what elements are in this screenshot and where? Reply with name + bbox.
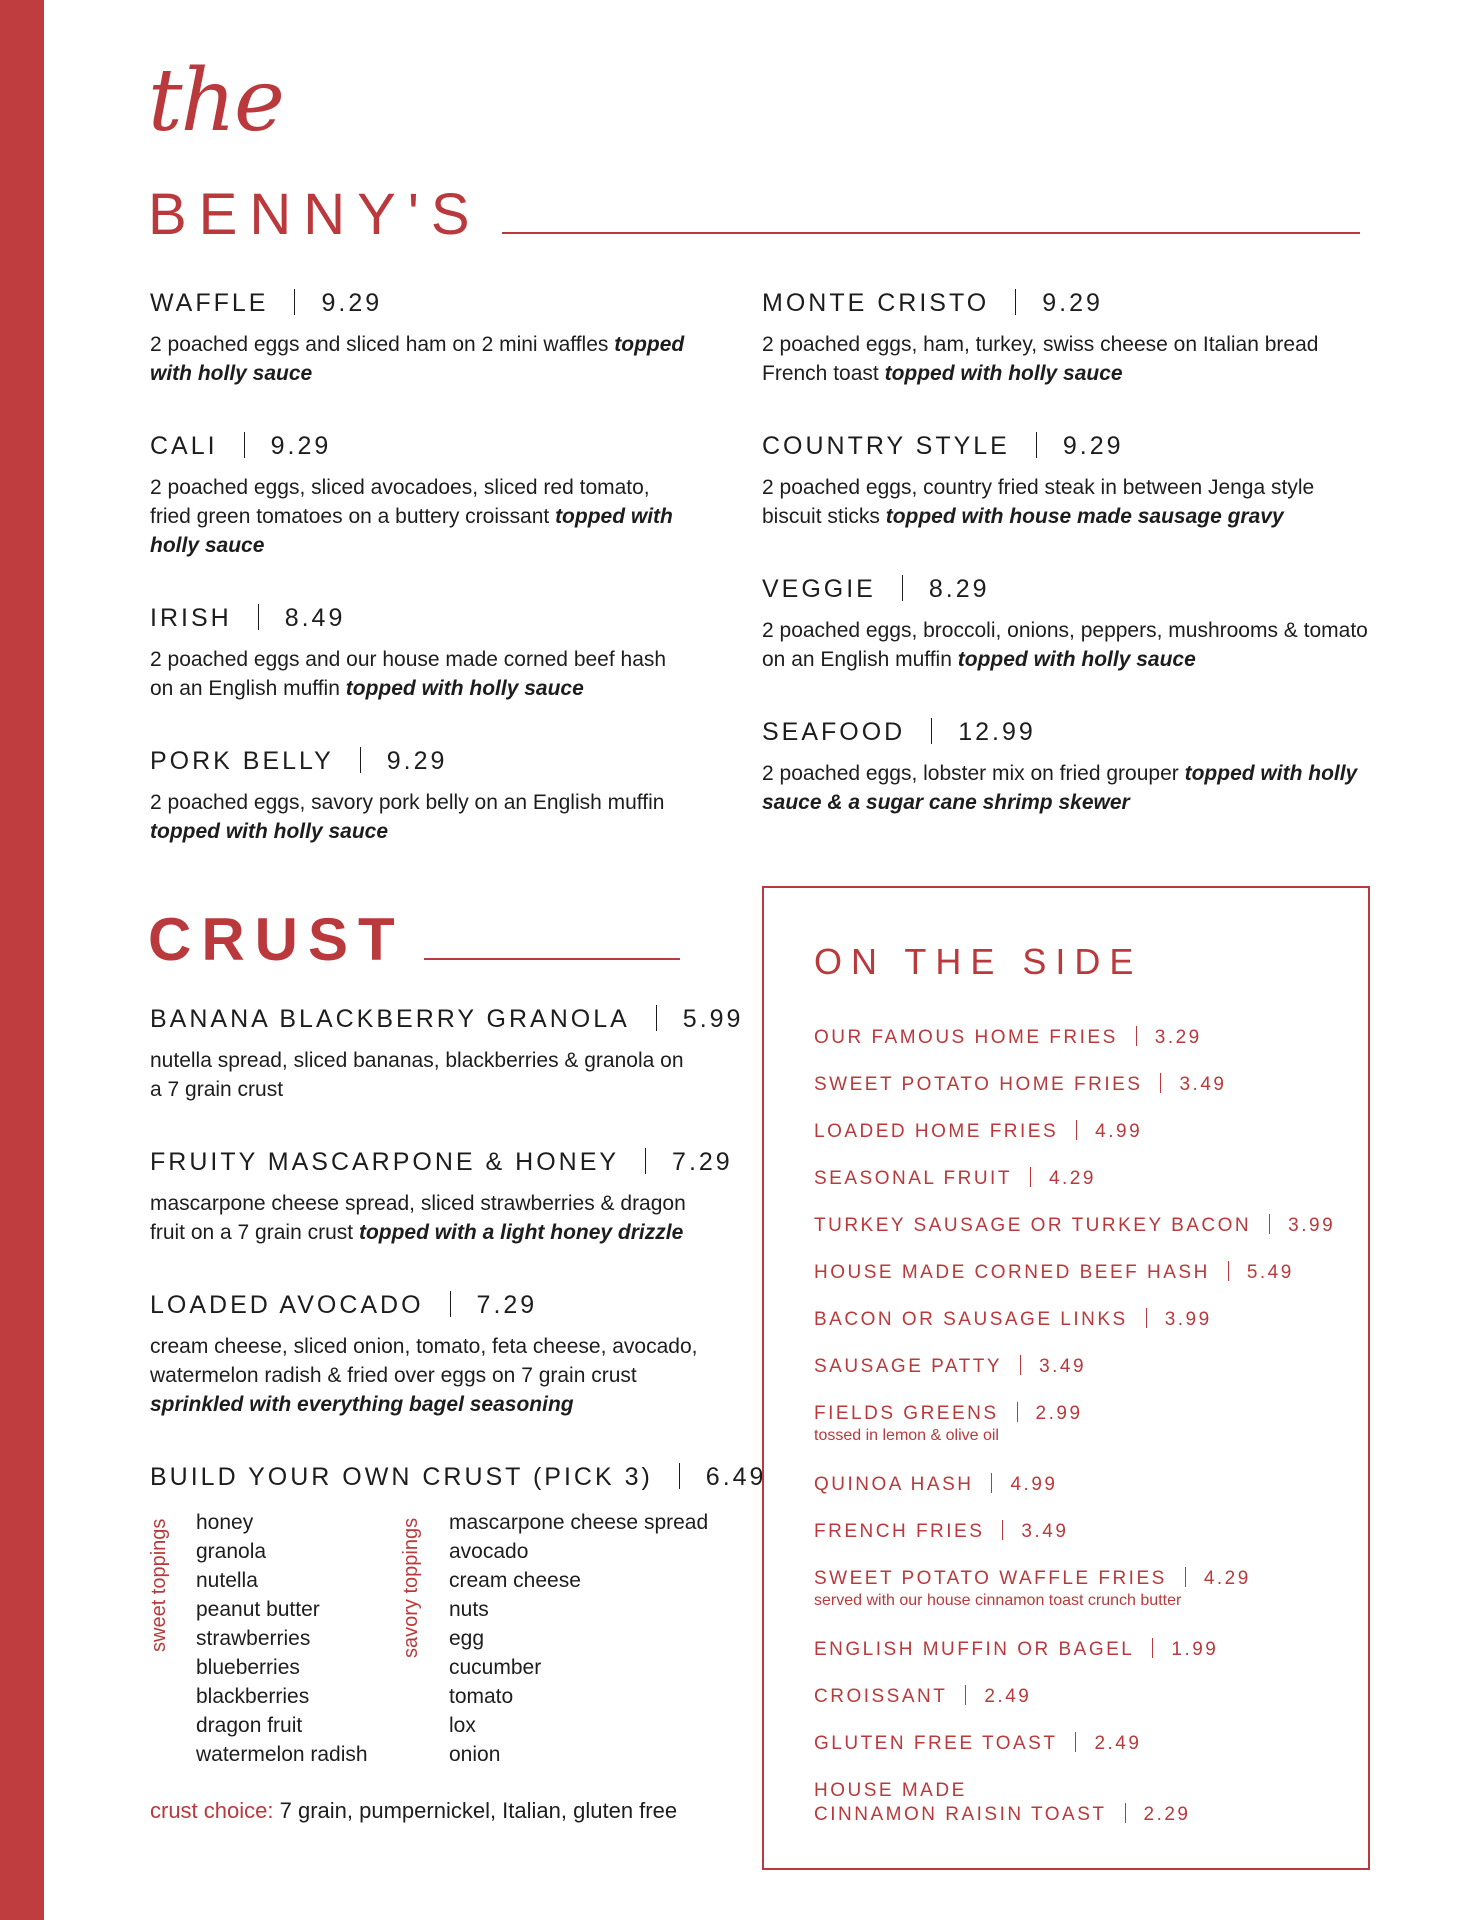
side-item-name: SAUSAGE PATTY — [814, 1356, 1003, 1377]
side-item — [814, 1638, 1218, 1662]
side-item-price: 4.99 — [1010, 1474, 1058, 1495]
crust-choice-value: 7 grain, pumpernickel, Italian, gluten free — [279, 1798, 678, 1823]
item-price: 9.29 — [321, 289, 383, 317]
crust-item-build-your-own — [150, 1462, 767, 1492]
sweet-toppings-list — [196, 1508, 368, 1769]
item-topping: topped with holly sauce & a sugar cane shrimp skewer — [762, 762, 1358, 814]
side-item-name: CINNAMON RAISIN TOAST — [814, 1804, 1107, 1825]
item-name: FRUITY MASCARPONE & HONEY — [150, 1148, 620, 1176]
side-item-name: HOUSE MADE CORNED BEEF HASH — [814, 1262, 1210, 1283]
list-item: cucumber — [449, 1656, 542, 1679]
side-item-price: 4.29 — [1048, 1168, 1096, 1189]
item-topping: topped with house made sausage gravy — [885, 505, 1284, 528]
bennys-title-rule — [502, 232, 1360, 234]
item-description: cream cheese, sliced onion, tomato, feta cheese, avocado, watermelon radish & fried over eggs on 7 grain crust — [150, 1335, 698, 1387]
side-item-name: SWEET POTATO WAFFLE FRIES — [814, 1568, 1167, 1589]
item-price: 9.29 — [386, 747, 448, 775]
side-item-price: 1.99 — [1171, 1639, 1219, 1660]
list-item: strawberries — [196, 1627, 311, 1650]
side-item-price: 3.99 — [1288, 1215, 1336, 1236]
item-price: 7.29 — [672, 1148, 733, 1176]
item-topping: topped with holly sauce — [957, 648, 1196, 671]
side-item-name: FRENCH FRIES — [814, 1521, 985, 1542]
list-item: granola — [196, 1540, 267, 1563]
item-price: 9.29 — [1062, 432, 1124, 460]
crust-item-loaded-avocado — [150, 1290, 700, 1419]
list-item: watermelon radish — [196, 1743, 368, 1766]
menu-item-cali — [150, 431, 690, 560]
sweet-toppings-label: sweet toppings — [148, 1518, 170, 1652]
item-price: 6.49 — [705, 1463, 767, 1491]
menu-item-seafood — [762, 717, 1372, 817]
item-description: 2 poached eggs and our house made corned beef hash on an English muffin — [150, 648, 667, 700]
side-item — [814, 1685, 1031, 1709]
item-description: mascarpone cheese spread, sliced strawberries & dragon fruit on a 7 grain crust — [150, 1192, 686, 1244]
list-item: nutella — [196, 1569, 258, 1592]
menu-item-pork-belly — [150, 746, 690, 846]
side-item-name: FIELDS GREENS — [814, 1403, 999, 1424]
item-topping: topped with holly sauce — [150, 820, 389, 843]
side-item-price: 5.49 — [1246, 1262, 1294, 1283]
item-name: PORK BELLY — [150, 747, 334, 775]
list-item: avocado — [449, 1540, 529, 1563]
side-item — [814, 1167, 1096, 1191]
item-name: LOADED AVOCADO — [150, 1291, 424, 1319]
side-item — [814, 1779, 1190, 1827]
menu-item-irish — [150, 603, 690, 703]
item-name: BANANA BLACKBERRY GRANOLA — [150, 1005, 630, 1033]
side-item-price: 2.29 — [1143, 1804, 1191, 1825]
crust-choice — [150, 1798, 677, 1824]
list-item: tomato — [449, 1685, 514, 1708]
item-description: 2 poached eggs, lobster mix on fried grouper — [762, 762, 1179, 785]
side-item — [814, 1520, 1068, 1544]
item-price: 7.29 — [476, 1291, 538, 1319]
side-item-note: tossed in lemon & olive oil — [814, 1427, 999, 1444]
list-item: peanut butter — [196, 1598, 320, 1621]
item-name: CALI — [150, 432, 218, 460]
item-price: 9.29 — [1042, 289, 1103, 317]
item-name: COUNTRY STYLE — [762, 432, 1010, 460]
side-item-price: 3.99 — [1164, 1309, 1212, 1330]
item-name: WAFFLE — [150, 289, 269, 317]
side-item-name: OUR FAMOUS HOME FRIES — [814, 1027, 1118, 1048]
side-item-name: BACON OR SAUSAGE LINKS — [814, 1309, 1128, 1330]
side-item — [814, 1567, 1251, 1611]
item-price: 8.49 — [284, 604, 346, 632]
crust-item-banana-blackberry — [150, 1004, 744, 1104]
side-item-price: 3.29 — [1154, 1027, 1202, 1048]
list-item: lox — [449, 1714, 476, 1737]
item-price: 9.29 — [270, 432, 332, 460]
item-name: MONTE CRISTO — [762, 289, 990, 317]
savory-toppings-label: savory toppings — [400, 1517, 422, 1658]
side-item-price: 3.49 — [1039, 1356, 1087, 1377]
list-item: onion — [449, 1743, 501, 1766]
item-price: 5.99 — [682, 1005, 744, 1033]
item-topping: topped with holly sauce — [150, 333, 685, 385]
crust-item-fruity-mascarpone — [150, 1147, 733, 1247]
side-item — [814, 1120, 1142, 1144]
menu-item-veggie — [762, 574, 1372, 674]
menu-item-waffle — [150, 288, 690, 388]
crust-title-rule — [424, 958, 680, 960]
side-item-note: served with our house cinnamon toast crunch butter — [814, 1592, 1182, 1609]
item-description: 2 poached eggs, sliced avocadoes, sliced red tomato, fried green tomatoes on a buttery croissant — [150, 476, 650, 528]
side-item-name: TURKEY SAUSAGE OR TURKEY BACON — [814, 1215, 1252, 1236]
item-name: IRISH — [150, 604, 232, 632]
side-item — [814, 1261, 1294, 1285]
side-item-name: SEASONAL FRUIT — [814, 1168, 1012, 1189]
list-item: mascarpone cheese spread — [449, 1511, 709, 1534]
side-item-price: 2.49 — [984, 1686, 1032, 1707]
crust-title: CRUST — [148, 906, 405, 973]
side-item-price: 4.99 — [1095, 1121, 1143, 1142]
list-item: dragon fruit — [196, 1714, 303, 1737]
item-description: 2 poached eggs, savory pork belly on an English muffin — [150, 791, 665, 814]
side-item-name: ENGLISH MUFFIN OR BAGEL — [814, 1639, 1135, 1660]
item-topping: topped with holly sauce — [150, 505, 673, 557]
savory-toppings-list — [449, 1508, 708, 1769]
item-name: SEAFOOD — [762, 718, 906, 746]
menu-item-monte-cristo — [762, 288, 1372, 388]
list-item: blackberries — [196, 1685, 310, 1708]
list-item: nuts — [449, 1598, 489, 1621]
item-topping: topped with a light honey drizzle — [358, 1221, 684, 1244]
side-item-price: 2.49 — [1094, 1733, 1142, 1754]
list-item: egg — [449, 1627, 485, 1650]
on-the-side-title: ON THE SIDE — [814, 941, 1143, 982]
item-name: BUILD YOUR OWN CRUST (PICK 3) — [150, 1463, 653, 1491]
side-item-name: QUINOA HASH — [814, 1474, 974, 1495]
crust-choice-label: crust choice: — [150, 1798, 274, 1823]
item-name: VEGGIE — [762, 575, 876, 603]
side-item-price: 4.29 — [1203, 1568, 1251, 1589]
item-topping: topped with holly sauce — [345, 677, 584, 700]
list-item: honey — [196, 1511, 254, 1534]
list-item: blueberries — [196, 1656, 300, 1679]
side-item — [814, 1214, 1335, 1238]
item-topping: sprinkled with everything bagel seasoning — [150, 1393, 574, 1416]
list-item: cream cheese — [449, 1569, 581, 1592]
side-item-price: 3.49 — [1021, 1521, 1069, 1542]
item-description: 2 poached eggs, broccoli, onions, peppers, mushrooms & tomato on an English muffin — [762, 619, 1368, 671]
side-item-name: CROISSANT — [814, 1686, 948, 1707]
item-description: 2 poached eggs, country fried steak in between Jenga style biscuit sticks — [762, 476, 1315, 528]
side-item — [814, 1473, 1057, 1497]
side-item — [814, 1308, 1212, 1332]
the-script-heading: the — [148, 51, 283, 151]
side-item-name: LOADED HOME FRIES — [814, 1121, 1059, 1142]
side-item-name: SWEET POTATO HOME FRIES — [814, 1074, 1143, 1095]
side-item — [814, 1073, 1226, 1097]
side-item — [814, 1026, 1202, 1050]
side-item-name-line1: HOUSE MADE — [814, 1780, 967, 1801]
side-item-price: 3.49 — [1179, 1074, 1227, 1095]
side-item-price: 2.99 — [1035, 1403, 1083, 1424]
side-item — [814, 1355, 1086, 1379]
item-description: 2 poached eggs and sliced ham on 2 mini waffles — [150, 333, 609, 356]
side-item — [814, 1732, 1141, 1756]
item-topping: topped with holly sauce — [884, 362, 1123, 385]
side-item-name: GLUTEN FREE TOAST — [814, 1733, 1058, 1754]
left-accent-bar — [0, 0, 44, 1920]
bennys-title: BENNY'S — [148, 182, 482, 247]
item-description: nutella spread, sliced bananas, blackberries & granola on a 7 grain crust — [150, 1049, 684, 1101]
item-price: 12.99 — [958, 718, 1036, 746]
item-price: 8.29 — [928, 575, 990, 603]
item-description: 2 poached eggs, ham, turkey, swiss cheese on Italian bread French toast — [762, 333, 1319, 385]
side-item — [814, 1402, 1083, 1446]
menu-item-country-style — [762, 431, 1372, 531]
